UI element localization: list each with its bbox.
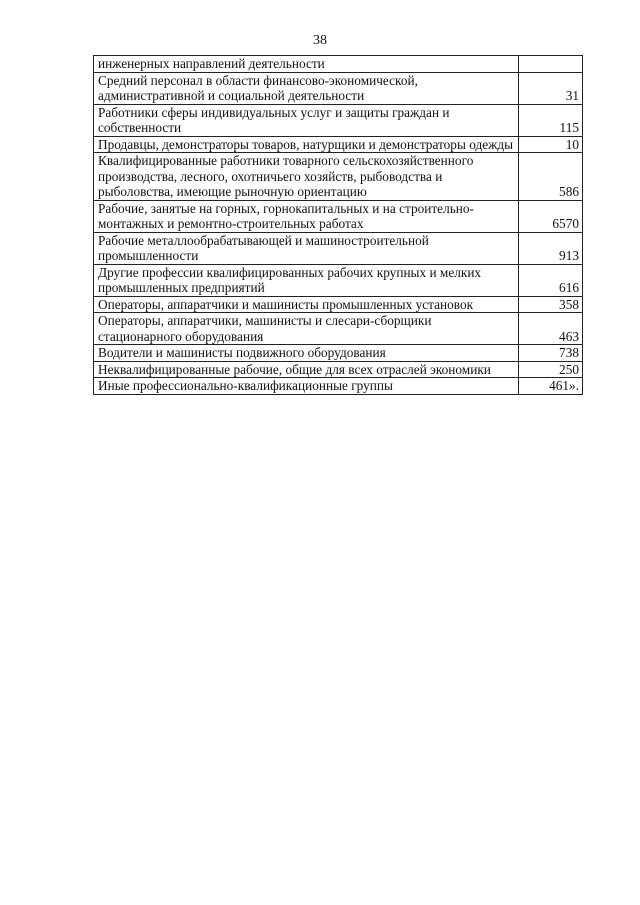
row-name: инженерных направлений деятельности bbox=[94, 56, 519, 73]
row-name: Операторы, аппаратчики и машинисты промышленных установок bbox=[94, 296, 519, 313]
row-name: Средний персонал в области финансово-экономической, административной и социальной деятельности bbox=[94, 72, 519, 104]
table-row bbox=[94, 104, 583, 136]
row-value: 358 bbox=[519, 296, 583, 313]
table-row bbox=[94, 296, 583, 313]
row-value: 616 bbox=[519, 264, 583, 296]
table-row bbox=[94, 264, 583, 296]
occupation-table bbox=[93, 55, 583, 395]
row-name: Рабочие, занятые на горных, горнокапитальных и на строительно-монтажных и ремонтно-строительных работах bbox=[94, 200, 519, 232]
page-number: 38 bbox=[313, 33, 327, 48]
row-value: 461». bbox=[519, 378, 583, 395]
table-row bbox=[94, 345, 583, 362]
row-value: 10 bbox=[519, 136, 583, 153]
row-value: 31 bbox=[519, 72, 583, 104]
table-row bbox=[94, 72, 583, 104]
table-row bbox=[94, 136, 583, 153]
row-value: 463 bbox=[519, 313, 583, 345]
row-name: Другие профессии квалифицированных рабочих крупных и мелких промышленных предприятий bbox=[94, 264, 519, 296]
row-value: 250 bbox=[519, 361, 583, 378]
table-row bbox=[94, 232, 583, 264]
row-value: 586 bbox=[519, 153, 583, 201]
row-name: Работники сферы индивидуальных услуг и защиты граждан и собственности bbox=[94, 104, 519, 136]
row-name: Рабочие металлообрабатывающей и машиностроительной промышленности bbox=[94, 232, 519, 264]
row-value: 738 bbox=[519, 345, 583, 362]
table-row bbox=[94, 313, 583, 345]
row-value: 115 bbox=[519, 104, 583, 136]
table-row bbox=[94, 56, 583, 73]
row-name: Квалифицированные работники товарного сельскохозяйственного производства, лесного, охотничьего хозяйств, рыбоводства и рыболовства, имеющие рыночную ориентацию bbox=[94, 153, 519, 201]
row-value: 913 bbox=[519, 232, 583, 264]
row-name: Продавцы, демонстраторы товаров, натурщики и демонстраторы одежды bbox=[94, 136, 519, 153]
row-name: Неквалифицированные рабочие, общие для всех отраслей экономики bbox=[94, 361, 519, 378]
row-value: 6570 bbox=[519, 200, 583, 232]
table-row bbox=[94, 378, 583, 395]
table-row bbox=[94, 200, 583, 232]
table-row bbox=[94, 361, 583, 378]
row-name: Водители и машинисты подвижного оборудования bbox=[94, 345, 519, 362]
row-name: Иные профессионально-квалификационные группы bbox=[94, 378, 519, 395]
table-row bbox=[94, 153, 583, 201]
row-value bbox=[519, 56, 583, 73]
row-name: Операторы, аппаратчики, машинисты и слесари-сборщики стационарного оборудования bbox=[94, 313, 519, 345]
